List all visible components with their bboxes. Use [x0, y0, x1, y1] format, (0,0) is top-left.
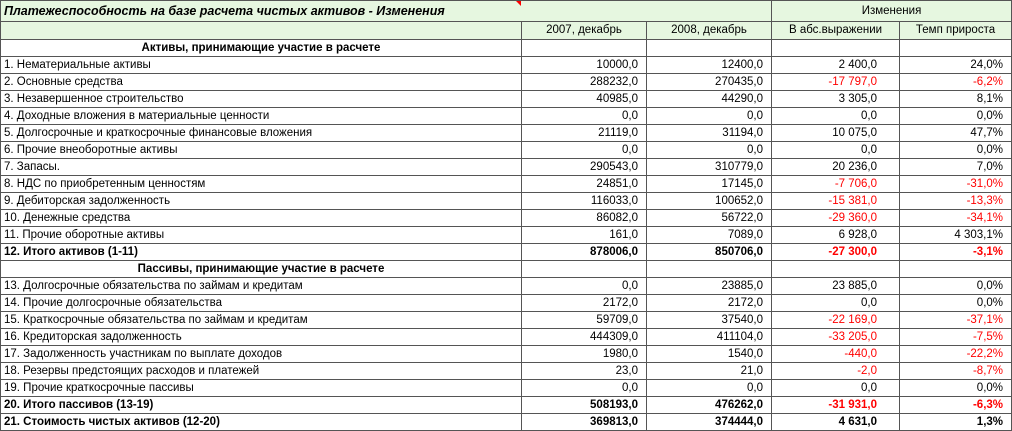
- growth-rate-cell[interactable]: 8,1%: [900, 91, 1012, 108]
- growth-rate-cell[interactable]: -7,5%: [900, 329, 1012, 346]
- table-row: [1, 244, 1012, 261]
- value-2008-cell[interactable]: 310779,0: [647, 159, 772, 176]
- growth-rate-cell[interactable]: 1,3%: [900, 414, 1012, 431]
- value-2008-cell[interactable]: 7089,0: [647, 227, 772, 244]
- value-2007-cell[interactable]: 86082,0: [522, 210, 647, 227]
- value-2007-cell[interactable]: 0,0: [522, 278, 647, 295]
- value-2007-cell[interactable]: 40985,0: [522, 91, 647, 108]
- value-2008-cell[interactable]: 2172,0: [647, 295, 772, 312]
- table-row: [1, 329, 1012, 346]
- empty-cell[interactable]: [522, 40, 647, 57]
- row-label-cell[interactable]: 5. Долгосрочные и краткосрочные финансовые вложения: [1, 125, 522, 142]
- abs-change-cell[interactable]: 0,0: [772, 142, 900, 159]
- value-2007-cell[interactable]: 508193,0: [522, 397, 647, 414]
- table-row: [1, 210, 1012, 227]
- table-row: [1, 108, 1012, 125]
- value-2007-cell[interactable]: 444309,0: [522, 329, 647, 346]
- growth-rate-cell[interactable]: 7,0%: [900, 159, 1012, 176]
- value-2007-cell[interactable]: 290543,0: [522, 159, 647, 176]
- row-label-cell[interactable]: 14. Прочие долгосрочные обязательства: [1, 295, 522, 312]
- table-title-text: Платежеспособность на базе расчета чистых активов - Изменения: [4, 3, 445, 18]
- growth-rate-cell[interactable]: 0,0%: [900, 295, 1012, 312]
- row-label-cell[interactable]: 4. Доходные вложения в материальные ценности: [1, 108, 522, 125]
- value-2008-cell[interactable]: 17145,0: [647, 176, 772, 193]
- table-row: [1, 142, 1012, 159]
- header-empty-cell[interactable]: [1, 22, 522, 40]
- empty-cell[interactable]: [522, 261, 647, 278]
- abs-change-cell[interactable]: -29 360,0: [772, 210, 900, 227]
- growth-rate-cell[interactable]: -31,0%: [900, 176, 1012, 193]
- row-label-cell[interactable]: 8. НДС по приобретенным ценностям: [1, 176, 522, 193]
- empty-cell[interactable]: [647, 261, 772, 278]
- value-2007-cell[interactable]: 116033,0: [522, 193, 647, 210]
- value-2007-cell[interactable]: 59709,0: [522, 312, 647, 329]
- growth-rate-cell[interactable]: 0,0%: [900, 108, 1012, 125]
- value-2007-cell[interactable]: 0,0: [522, 108, 647, 125]
- abs-change-cell[interactable]: -440,0: [772, 346, 900, 363]
- table-row: [1, 312, 1012, 329]
- value-2008-cell[interactable]: 476262,0: [647, 397, 772, 414]
- empty-cell[interactable]: [772, 261, 900, 278]
- abs-change-cell[interactable]: 20 236,0: [772, 159, 900, 176]
- table-row: [1, 278, 1012, 295]
- value-2007-cell[interactable]: 24851,0: [522, 176, 647, 193]
- value-2007-cell[interactable]: 23,0: [522, 363, 647, 380]
- value-2007-cell[interactable]: 1980,0: [522, 346, 647, 363]
- title-row: [1, 1, 1012, 22]
- row-label-cell[interactable]: 18. Резервы предстоящих расходов и платежей: [1, 363, 522, 380]
- row-label-cell[interactable]: 17. Задолженность участникам по выплате доходов: [1, 346, 522, 363]
- col-2008-header[interactable]: 2008, декабрь: [647, 22, 772, 40]
- value-2008-cell[interactable]: 37540,0: [647, 312, 772, 329]
- table-row: [1, 193, 1012, 210]
- value-2008-cell[interactable]: 44290,0: [647, 91, 772, 108]
- abs-change-cell[interactable]: -27 300,0: [772, 244, 900, 261]
- abs-change-cell[interactable]: 10 075,0: [772, 125, 900, 142]
- section-row-liabilities: [1, 261, 1012, 278]
- growth-rate-cell[interactable]: -3,1%: [900, 244, 1012, 261]
- value-2008-cell[interactable]: 0,0: [647, 108, 772, 125]
- table-row: [1, 125, 1012, 142]
- row-label-cell[interactable]: 21. Стоимость чистых активов (12-20): [1, 414, 522, 431]
- table-row: [1, 380, 1012, 397]
- row-label-cell[interactable]: 9. Дебиторская задолженность: [1, 193, 522, 210]
- table-title[interactable]: [1, 1, 772, 22]
- section-assets[interactable]: Активы, принимающие участие в расчете: [1, 40, 522, 57]
- abs-change-cell[interactable]: 4 631,0: [772, 414, 900, 431]
- value-2007-cell[interactable]: 161,0: [522, 227, 647, 244]
- row-label-cell[interactable]: 1. Нематериальные активы: [1, 57, 522, 74]
- table-row: [1, 57, 1012, 74]
- value-2007-cell[interactable]: 21119,0: [522, 125, 647, 142]
- abs-change-cell[interactable]: 6 928,0: [772, 227, 900, 244]
- row-label-cell[interactable]: 11. Прочие оборотные активы: [1, 227, 522, 244]
- growth-rate-cell[interactable]: 0,0%: [900, 278, 1012, 295]
- value-2008-cell[interactable]: 100652,0: [647, 193, 772, 210]
- value-2008-cell[interactable]: 1540,0: [647, 346, 772, 363]
- value-2008-cell[interactable]: 270435,0: [647, 74, 772, 91]
- value-2008-cell[interactable]: 0,0: [647, 142, 772, 159]
- empty-cell[interactable]: [647, 40, 772, 57]
- value-2008-cell[interactable]: 374444,0: [647, 414, 772, 431]
- column-header-row: [1, 22, 1012, 40]
- value-2008-cell[interactable]: 850706,0: [647, 244, 772, 261]
- table-row: [1, 346, 1012, 363]
- growth-rate-cell[interactable]: -6,3%: [900, 397, 1012, 414]
- col-growth-header[interactable]: Темп прироста: [900, 22, 1012, 40]
- row-label-cell[interactable]: 6. Прочие внеоборотные активы: [1, 142, 522, 159]
- growth-rate-cell[interactable]: 24,0%: [900, 57, 1012, 74]
- row-label-cell[interactable]: 13. Долгосрочные обязательства по займам и кредитам: [1, 278, 522, 295]
- row-label-cell[interactable]: 7. Запасы.: [1, 159, 522, 176]
- abs-change-cell[interactable]: 0,0: [772, 295, 900, 312]
- value-2008-cell[interactable]: 23885,0: [647, 278, 772, 295]
- row-label-cell[interactable]: 10. Денежные средства: [1, 210, 522, 227]
- abs-change-cell[interactable]: 0,0: [772, 380, 900, 397]
- growth-rate-cell[interactable]: 47,7%: [900, 125, 1012, 142]
- abs-change-cell[interactable]: -2,0: [772, 363, 900, 380]
- empty-cell[interactable]: [900, 261, 1012, 278]
- table-row: [1, 159, 1012, 176]
- row-label-cell[interactable]: 20. Итого пассивов (13-19): [1, 397, 522, 414]
- table-row: [1, 363, 1012, 380]
- growth-rate-cell[interactable]: 4 303,1%: [900, 227, 1012, 244]
- empty-cell[interactable]: [772, 40, 900, 57]
- abs-change-cell[interactable]: 0,0: [772, 108, 900, 125]
- value-2007-cell[interactable]: 10000,0: [522, 57, 647, 74]
- abs-change-cell[interactable]: 23 885,0: [772, 278, 900, 295]
- changes-header[interactable]: Изменения: [772, 1, 1012, 22]
- value-2008-cell[interactable]: 0,0: [647, 380, 772, 397]
- abs-change-cell[interactable]: -15 381,0: [772, 193, 900, 210]
- table-row: [1, 295, 1012, 312]
- abs-change-cell[interactable]: -33 205,0: [772, 329, 900, 346]
- table-row: [1, 227, 1012, 244]
- row-label-cell[interactable]: 12. Итого активов (1-11): [1, 244, 522, 261]
- empty-cell[interactable]: [900, 40, 1012, 57]
- growth-rate-cell[interactable]: 0,0%: [900, 380, 1012, 397]
- row-label-cell[interactable]: 3. Незавершенное строительство: [1, 91, 522, 108]
- abs-change-cell[interactable]: 3 305,0: [772, 91, 900, 108]
- growth-rate-cell[interactable]: -37,1%: [900, 312, 1012, 329]
- value-2008-cell[interactable]: 21,0: [647, 363, 772, 380]
- abs-change-cell[interactable]: -31 931,0: [772, 397, 900, 414]
- abs-change-cell[interactable]: -7 706,0: [772, 176, 900, 193]
- value-2007-cell[interactable]: 288232,0: [522, 74, 647, 91]
- section-row-assets: [1, 40, 1012, 57]
- table-row: [1, 414, 1012, 431]
- growth-rate-cell[interactable]: 0,0%: [900, 142, 1012, 159]
- value-2008-cell[interactable]: 31194,0: [647, 125, 772, 142]
- value-2007-cell[interactable]: 369813,0: [522, 414, 647, 431]
- growth-rate-cell[interactable]: -34,1%: [900, 210, 1012, 227]
- abs-change-cell[interactable]: -22 169,0: [772, 312, 900, 329]
- table-row: [1, 397, 1012, 414]
- section-liabilities[interactable]: Пассивы, принимающие участие в расчете: [1, 261, 522, 278]
- table-row: [1, 91, 1012, 108]
- value-2008-cell[interactable]: 56722,0: [647, 210, 772, 227]
- value-2008-cell[interactable]: 411104,0: [647, 329, 772, 346]
- value-2007-cell[interactable]: 0,0: [522, 380, 647, 397]
- row-label-cell[interactable]: 15. Краткосрочные обязательства по займам и кредитам: [1, 312, 522, 329]
- comment-marker: [516, 1, 521, 6]
- growth-rate-cell[interactable]: -22,2%: [900, 346, 1012, 363]
- table-row: [1, 176, 1012, 193]
- abs-change-cell[interactable]: 2 400,0: [772, 57, 900, 74]
- growth-rate-cell[interactable]: -6,2%: [900, 74, 1012, 91]
- col-2007-header[interactable]: 2007, декабрь: [522, 22, 647, 40]
- row-label-cell[interactable]: 19. Прочие краткосрочные пассивы: [1, 380, 522, 397]
- growth-rate-cell[interactable]: -8,7%: [900, 363, 1012, 380]
- value-2008-cell[interactable]: 12400,0: [647, 57, 772, 74]
- value-2007-cell[interactable]: 2172,0: [522, 295, 647, 312]
- row-label-cell[interactable]: 2. Основные средства: [1, 74, 522, 91]
- value-2007-cell[interactable]: 0,0: [522, 142, 647, 159]
- value-2007-cell[interactable]: 878006,0: [522, 244, 647, 261]
- table-row: [1, 74, 1012, 91]
- growth-rate-cell[interactable]: -13,3%: [900, 193, 1012, 210]
- row-label-cell[interactable]: 16. Кредиторская задолженность: [1, 329, 522, 346]
- abs-change-cell[interactable]: -17 797,0: [772, 74, 900, 91]
- col-abs-header[interactable]: В абс.выражении: [772, 22, 900, 40]
